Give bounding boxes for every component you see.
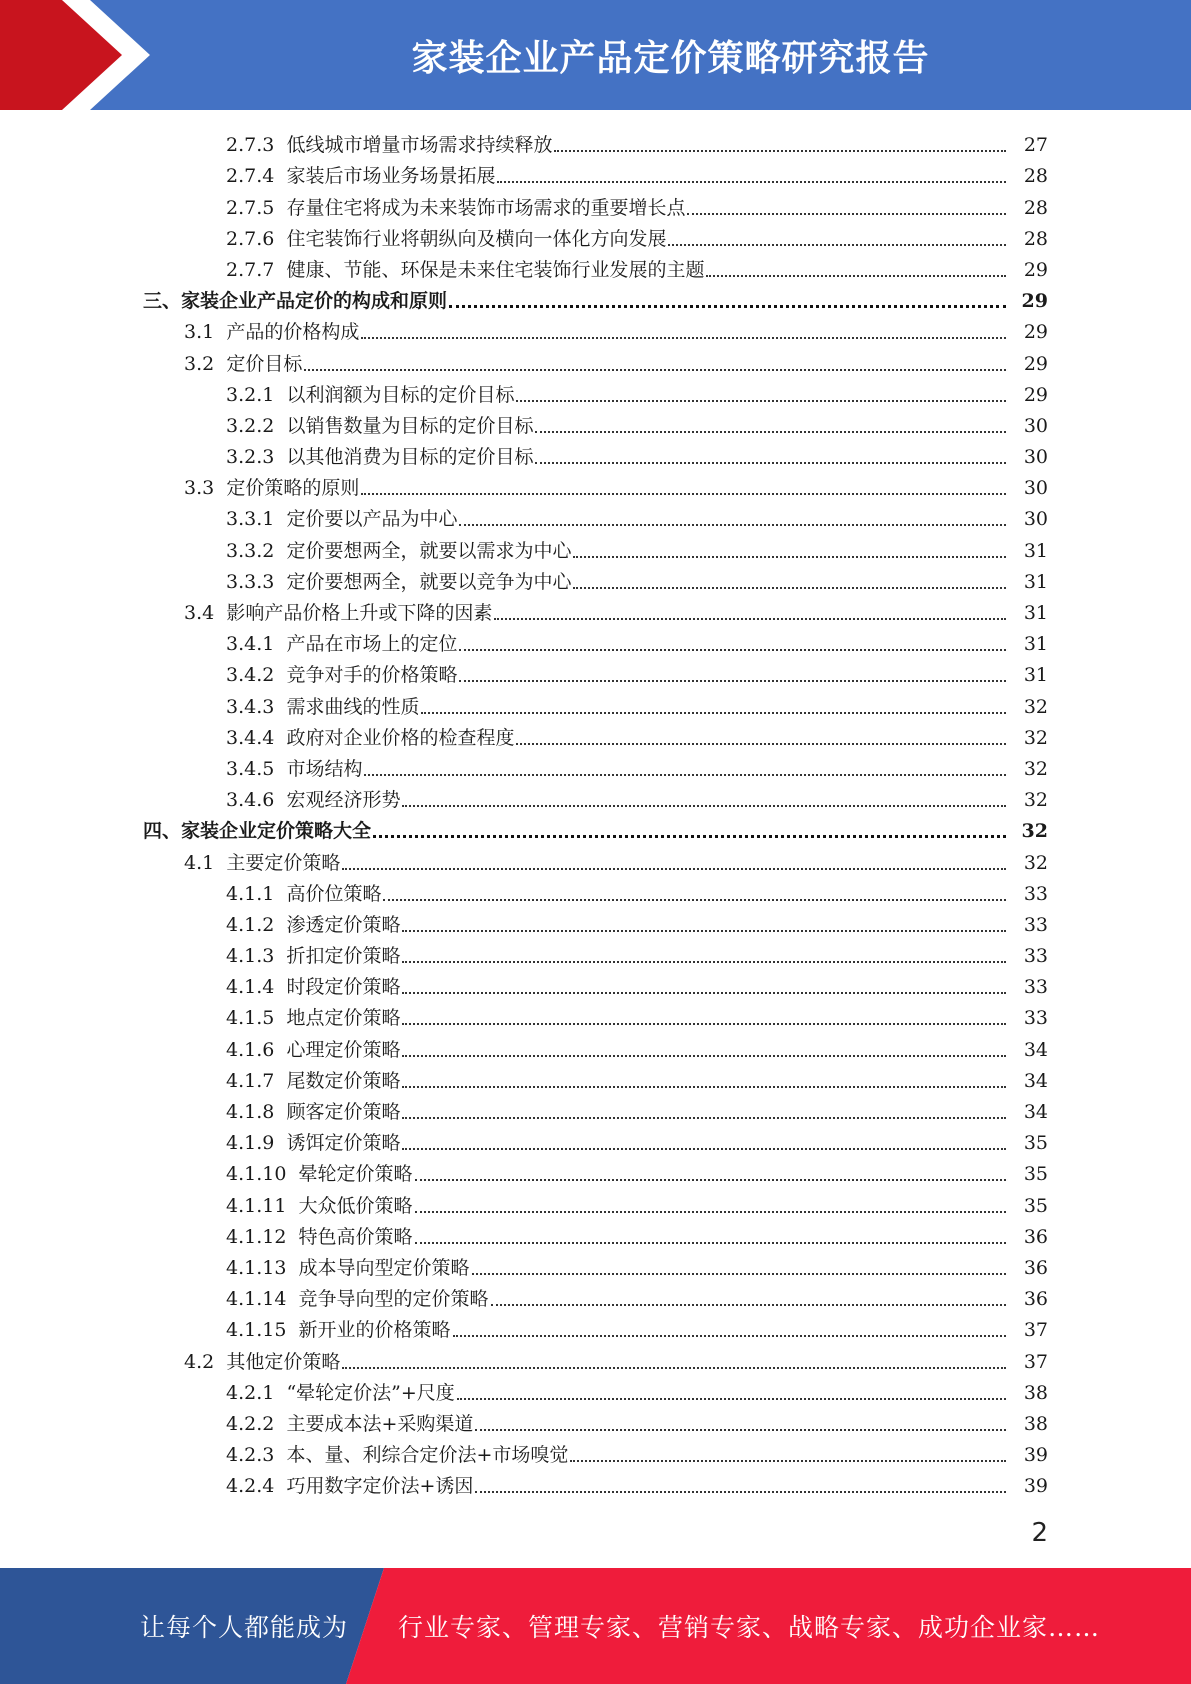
toc-entry-title: 以销售数量为目标的定价目标 bbox=[286, 414, 534, 437]
toc-entry-page: 30 bbox=[1023, 508, 1048, 531]
toc-dot-leader bbox=[494, 618, 1006, 620]
toc-entry-title: 晕轮定价策略 bbox=[298, 1163, 413, 1186]
toc-dot-leader bbox=[402, 961, 1006, 963]
toc-dot-leader bbox=[475, 1491, 1006, 1493]
toc-dot-leader bbox=[459, 649, 1006, 651]
toc-entry-title: 以其他消费为目标的定价目标 bbox=[286, 446, 534, 469]
toc-entry[interactable] bbox=[0, 720, 1191, 751]
toc-dot-leader bbox=[383, 899, 1006, 901]
table-of-contents bbox=[0, 127, 1191, 1499]
toc-entry-title: 诱饵定价策略 bbox=[286, 1132, 401, 1155]
toc-entry-page: 31 bbox=[1023, 570, 1048, 593]
toc-dot-leader bbox=[402, 1055, 1006, 1057]
toc-entry-page: 34 bbox=[1023, 1038, 1048, 1061]
toc-entry-number: 2.7.6 bbox=[226, 227, 275, 250]
toc-dot-leader bbox=[342, 1367, 1006, 1369]
toc-entry-page: 30 bbox=[1023, 446, 1048, 469]
toc-entry-number: 4.2.4 bbox=[226, 1475, 275, 1498]
toc-entry-title: 时段定价策略 bbox=[286, 976, 401, 999]
toc-entry-page: 38 bbox=[1023, 1412, 1048, 1435]
toc-entry[interactable] bbox=[0, 532, 1191, 563]
toc-entry-title: 市场结构 bbox=[286, 757, 363, 780]
toc-entry[interactable] bbox=[0, 377, 1191, 408]
toc-entry[interactable] bbox=[0, 1281, 1191, 1312]
toc-entry-title: 折扣定价策略 bbox=[286, 945, 401, 968]
toc-entry[interactable] bbox=[0, 158, 1191, 189]
toc-dot-leader bbox=[472, 1273, 1006, 1275]
toc-entry[interactable] bbox=[0, 408, 1191, 439]
toc-dot-leader bbox=[402, 1148, 1006, 1150]
toc-entry-page: 37 bbox=[1023, 1350, 1048, 1373]
toc-entry-title: 存量住宅将成为未来装饰市场需求的重要增长点 bbox=[286, 196, 686, 219]
toc-entry-title: 尾数定价策略 bbox=[286, 1069, 401, 1092]
toc-entry-title: 竞争对手的价格策略 bbox=[286, 664, 458, 687]
toc-entry-page: 35 bbox=[1023, 1132, 1048, 1155]
toc-entry[interactable] bbox=[0, 751, 1191, 782]
toc-entry-page: 39 bbox=[1023, 1475, 1048, 1498]
toc-entry-page: 34 bbox=[1023, 1069, 1048, 1092]
toc-entry-number: 4.2.3 bbox=[226, 1444, 275, 1467]
toc-entry[interactable] bbox=[0, 688, 1191, 719]
toc-entry[interactable] bbox=[0, 969, 1191, 1000]
toc-dot-leader bbox=[497, 181, 1006, 183]
toc-entry[interactable] bbox=[0, 1063, 1191, 1094]
toc-entry-page: 31 bbox=[1023, 602, 1048, 624]
toc-dot-leader bbox=[687, 213, 1006, 215]
toc-dot-leader bbox=[453, 1335, 1006, 1337]
toc-entry-number: 2.7.5 bbox=[226, 196, 275, 219]
toc-entry-title: 高价位策略 bbox=[286, 882, 382, 905]
toc-entry[interactable] bbox=[0, 1187, 1191, 1218]
toc-entry-number: 2.7.3 bbox=[226, 134, 275, 157]
toc-entry-page: 37 bbox=[1023, 1319, 1048, 1342]
footer-slogan-left: 让每个人都能成为 bbox=[140, 1613, 349, 1642]
toc-entry-number: 3.2.3 bbox=[226, 446, 275, 469]
toc-dot-leader bbox=[304, 369, 1006, 371]
toc-dot-leader bbox=[459, 524, 1006, 526]
toc-entry[interactable] bbox=[0, 813, 1191, 844]
toc-dot-leader bbox=[554, 150, 1006, 152]
toc-entry-title: 地点定价策略 bbox=[286, 1007, 401, 1030]
toc-entry[interactable] bbox=[0, 127, 1191, 158]
toc-entry-number: 3.3.2 bbox=[226, 539, 275, 562]
toc-entry-title: 特色高价策略 bbox=[298, 1225, 413, 1248]
toc-entry-title: 低线城市增量市场需求持续释放 bbox=[286, 134, 553, 157]
toc-entry-number: 2.7.4 bbox=[226, 165, 275, 188]
toc-entry[interactable] bbox=[0, 1031, 1191, 1062]
toc-entry-title: 三、家装企业产品定价的构成和原则 bbox=[143, 290, 448, 313]
toc-entry[interactable] bbox=[0, 1125, 1191, 1156]
toc-entry-number: 3.2 bbox=[184, 352, 215, 375]
toc-dot-leader bbox=[421, 712, 1006, 714]
toc-entry-title: 成本导向型定价策略 bbox=[298, 1256, 470, 1279]
toc-entry-page: 28 bbox=[1023, 165, 1048, 188]
toc-entry-number: 3.4 bbox=[184, 602, 215, 624]
toc-entry-title: 影响产品价格上升或下降的因素 bbox=[226, 602, 493, 624]
toc-entry-page: 33 bbox=[1023, 1007, 1048, 1030]
toc-entry-title: 住宅装饰行业将朝纵向及横向一体化方向发展 bbox=[286, 227, 667, 250]
toc-entry-number: 3.4.1 bbox=[226, 633, 275, 656]
toc-entry[interactable] bbox=[0, 844, 1191, 875]
toc-entry[interactable] bbox=[0, 345, 1191, 376]
toc-entry[interactable] bbox=[0, 564, 1191, 595]
toc-entry[interactable] bbox=[0, 595, 1191, 626]
toc-entry-number: 3.3.3 bbox=[226, 570, 275, 593]
toc-entry-number: 4.1.5 bbox=[226, 1007, 275, 1030]
toc-dot-leader bbox=[415, 1211, 1006, 1213]
toc-entry-number: 4.1.15 bbox=[226, 1319, 287, 1342]
toc-entry[interactable] bbox=[0, 1343, 1191, 1374]
toc-entry-title: 新开业的价格策略 bbox=[298, 1319, 451, 1342]
toc-dot-leader bbox=[516, 743, 1006, 745]
toc-entry-title: 其他定价策略 bbox=[226, 1350, 341, 1373]
toc-entry-page: 36 bbox=[1023, 1288, 1048, 1311]
toc-entry-title: 健康、节能、环保是未来住宅装饰行业发展的主题 bbox=[286, 258, 705, 281]
toc-dot-leader bbox=[402, 992, 1006, 994]
toc-entry[interactable] bbox=[0, 501, 1191, 532]
toc-entry-number: 4.1 bbox=[184, 851, 215, 874]
toc-entry-number: 3.1 bbox=[184, 321, 215, 344]
toc-entry-number: 4.1.3 bbox=[226, 945, 275, 968]
toc-dot-leader bbox=[361, 493, 1006, 495]
toc-dot-leader bbox=[573, 587, 1006, 589]
toc-entry-title: 定价要以产品为中心 bbox=[286, 508, 458, 531]
toc-entry-page: 31 bbox=[1023, 633, 1048, 656]
toc-entry-page: 27 bbox=[1023, 134, 1048, 157]
toc-entry-title: 顾客定价策略 bbox=[286, 1101, 401, 1123]
toc-entry-page: 31 bbox=[1023, 539, 1048, 562]
toc-entry-page: 33 bbox=[1023, 882, 1048, 905]
toc-dot-leader bbox=[706, 275, 1006, 277]
toc-entry[interactable] bbox=[0, 907, 1191, 938]
toc-entry-title: 定价要想两全，就要以需求为中心 bbox=[286, 539, 572, 562]
toc-entry-number: 4.1.12 bbox=[226, 1225, 287, 1248]
toc-entry-number: 4.1.4 bbox=[226, 976, 275, 999]
toc-entry-title: “晕轮定价法”+尺度 bbox=[286, 1381, 455, 1404]
report-title: 家装企业产品定价策略研究报告 bbox=[411, 37, 930, 79]
toc-entry[interactable] bbox=[0, 1437, 1191, 1468]
toc-entry-number: 4.2.2 bbox=[226, 1412, 275, 1435]
toc-entry-page: 32 bbox=[1021, 820, 1048, 843]
toc-entry-number: 4.1.13 bbox=[226, 1256, 287, 1279]
toc-entry-number: 3.3 bbox=[184, 477, 215, 500]
toc-entry-title: 本、量、利综合定价法+市场嗅觉 bbox=[286, 1444, 569, 1467]
toc-entry-title: 四、家装企业定价策略大全 bbox=[143, 820, 372, 843]
page-header bbox=[0, 0, 1191, 110]
toc-entry-number: 3.4.2 bbox=[226, 664, 275, 687]
toc-dot-leader bbox=[402, 805, 1006, 807]
toc-entry-page: 34 bbox=[1023, 1101, 1048, 1123]
toc-dot-leader bbox=[668, 244, 1006, 246]
toc-entry-page: 29 bbox=[1023, 383, 1048, 406]
toc-entry[interactable] bbox=[0, 876, 1191, 907]
toc-entry[interactable] bbox=[0, 283, 1191, 314]
toc-entry-number: 4.1.14 bbox=[226, 1288, 287, 1311]
toc-entry-number: 3.4.4 bbox=[226, 726, 275, 749]
toc-entry-title: 宏观经济形势 bbox=[286, 789, 401, 812]
toc-dot-leader bbox=[535, 431, 1006, 433]
toc-entry[interactable] bbox=[0, 470, 1191, 501]
toc-entry-page: 29 bbox=[1021, 290, 1048, 313]
toc-entry-page: 33 bbox=[1023, 945, 1048, 968]
toc-entry-number: 3.4.3 bbox=[226, 695, 275, 718]
toc-entry-number: 3.4.6 bbox=[226, 789, 275, 812]
toc-dot-leader bbox=[516, 400, 1006, 402]
toc-entry-page: 32 bbox=[1023, 851, 1048, 874]
toc-entry-title: 主要定价策略 bbox=[226, 851, 341, 874]
toc-entry[interactable] bbox=[0, 938, 1191, 969]
toc-entry[interactable] bbox=[0, 439, 1191, 470]
toc-entry-number: 4.1.2 bbox=[226, 913, 275, 936]
toc-entry-page: 32 bbox=[1023, 789, 1048, 812]
toc-entry-page: 33 bbox=[1023, 976, 1048, 999]
toc-entry[interactable] bbox=[0, 1375, 1191, 1406]
page-number: 2 bbox=[1031, 1518, 1048, 1548]
toc-dot-leader bbox=[535, 462, 1006, 464]
toc-entry-page: 28 bbox=[1023, 196, 1048, 219]
toc-entry[interactable] bbox=[0, 1219, 1191, 1250]
toc-entry[interactable] bbox=[0, 1406, 1191, 1437]
toc-dot-leader bbox=[449, 305, 1006, 308]
toc-entry-title: 渗透定价策略 bbox=[286, 913, 401, 936]
toc-entry-page: 32 bbox=[1023, 757, 1048, 780]
toc-dot-leader bbox=[491, 1304, 1006, 1306]
toc-entry-number: 2.7.7 bbox=[226, 258, 275, 281]
toc-entry-title: 产品在市场上的定位 bbox=[286, 633, 458, 656]
toc-dot-leader bbox=[415, 1242, 1006, 1244]
toc-entry-title: 定价策略的原则 bbox=[226, 477, 360, 500]
toc-entry[interactable] bbox=[0, 1250, 1191, 1281]
toc-dot-leader bbox=[415, 1179, 1006, 1181]
toc-entry[interactable] bbox=[0, 252, 1191, 283]
toc-entry-number: 4.1.6 bbox=[226, 1038, 275, 1061]
toc-entry-title: 大众低价策略 bbox=[298, 1194, 413, 1217]
toc-entry-number: 4.1.10 bbox=[226, 1163, 287, 1186]
toc-dot-leader bbox=[459, 680, 1006, 682]
toc-entry-number: 3.3.1 bbox=[226, 508, 275, 531]
toc-entry-page: 38 bbox=[1023, 1381, 1048, 1404]
toc-entry-page: 35 bbox=[1023, 1194, 1048, 1217]
toc-entry-page: 35 bbox=[1023, 1163, 1048, 1186]
toc-dot-leader bbox=[373, 835, 1006, 838]
toc-entry-page: 31 bbox=[1023, 664, 1048, 687]
toc-entry-title: 产品的价格构成 bbox=[226, 321, 360, 344]
toc-entry-page: 39 bbox=[1023, 1444, 1048, 1467]
toc-entry-page: 29 bbox=[1023, 352, 1048, 375]
toc-entry-number: 4.2.1 bbox=[226, 1381, 275, 1404]
toc-entry-title: 以利润额为目标的定价目标 bbox=[286, 383, 515, 406]
toc-entry-title: 主要成本法+采购渠道 bbox=[286, 1412, 474, 1435]
toc-entry-page: 30 bbox=[1023, 414, 1048, 437]
toc-entry-title: 定价目标 bbox=[226, 352, 303, 375]
toc-entry-page: 33 bbox=[1023, 913, 1048, 936]
toc-dot-leader bbox=[402, 1023, 1006, 1025]
toc-dot-leader bbox=[570, 1460, 1006, 1462]
page-footer bbox=[0, 1568, 1191, 1684]
toc-entry[interactable] bbox=[0, 1156, 1191, 1187]
toc-entry[interactable] bbox=[0, 221, 1191, 252]
toc-entry-title: 定价要想两全，就要以竞争为中心 bbox=[286, 570, 572, 593]
toc-entry-page: 36 bbox=[1023, 1225, 1048, 1248]
toc-entry-page: 32 bbox=[1023, 695, 1048, 718]
toc-dot-leader bbox=[361, 337, 1006, 339]
toc-entry-page: 36 bbox=[1023, 1256, 1048, 1279]
toc-dot-leader bbox=[402, 930, 1006, 932]
toc-entry-number: 4.1.7 bbox=[226, 1069, 275, 1092]
footer-slogan-right: 行业专家、管理专家、营销专家、战略专家、成功企业家…… bbox=[398, 1613, 1101, 1642]
toc-entry[interactable] bbox=[0, 314, 1191, 345]
toc-entry-page: 30 bbox=[1023, 477, 1048, 500]
toc-entry[interactable] bbox=[0, 626, 1191, 657]
toc-entry-number: 4.2 bbox=[184, 1350, 215, 1373]
toc-entry-title: 竞争导向型的定价策略 bbox=[298, 1288, 489, 1311]
toc-dot-leader bbox=[475, 1429, 1006, 1431]
toc-entry-page: 29 bbox=[1023, 321, 1048, 344]
toc-entry[interactable] bbox=[0, 189, 1191, 220]
toc-entry-title: 需求曲线的性质 bbox=[286, 695, 420, 718]
toc-entry[interactable] bbox=[0, 1000, 1191, 1031]
toc-entry-number: 4.1.1 bbox=[226, 882, 275, 905]
toc-entry-page: 28 bbox=[1023, 227, 1048, 250]
toc-entry[interactable] bbox=[0, 1094, 1191, 1125]
toc-entry-page: 29 bbox=[1023, 258, 1048, 281]
toc-entry-number: 3.4.5 bbox=[226, 757, 275, 780]
toc-dot-leader bbox=[364, 774, 1006, 776]
toc-entry[interactable] bbox=[0, 1312, 1191, 1343]
toc-dot-leader bbox=[573, 556, 1006, 558]
toc-entry-number: 3.2.2 bbox=[226, 414, 275, 437]
toc-entry-number: 4.1.8 bbox=[226, 1101, 275, 1123]
toc-entry[interactable] bbox=[0, 657, 1191, 688]
toc-dot-leader bbox=[342, 868, 1006, 870]
toc-entry-title: 巧用数字定价法+诱因 bbox=[286, 1475, 474, 1498]
toc-dot-leader bbox=[457, 1398, 1006, 1400]
toc-entry-title: 家装后市场业务场景拓展 bbox=[286, 165, 496, 188]
toc-entry-page: 32 bbox=[1023, 726, 1048, 749]
toc-entry[interactable] bbox=[0, 1468, 1191, 1499]
toc-entry-title: 政府对企业价格的检查程度 bbox=[286, 726, 515, 749]
toc-entry-number: 4.1.11 bbox=[226, 1194, 287, 1217]
toc-dot-leader bbox=[402, 1086, 1006, 1088]
toc-entry-number: 4.1.9 bbox=[226, 1132, 275, 1155]
toc-entry-number: 3.2.1 bbox=[226, 383, 275, 406]
toc-entry[interactable] bbox=[0, 782, 1191, 813]
toc-entry-title: 心理定价策略 bbox=[286, 1038, 401, 1061]
toc-dot-leader bbox=[402, 1117, 1006, 1119]
